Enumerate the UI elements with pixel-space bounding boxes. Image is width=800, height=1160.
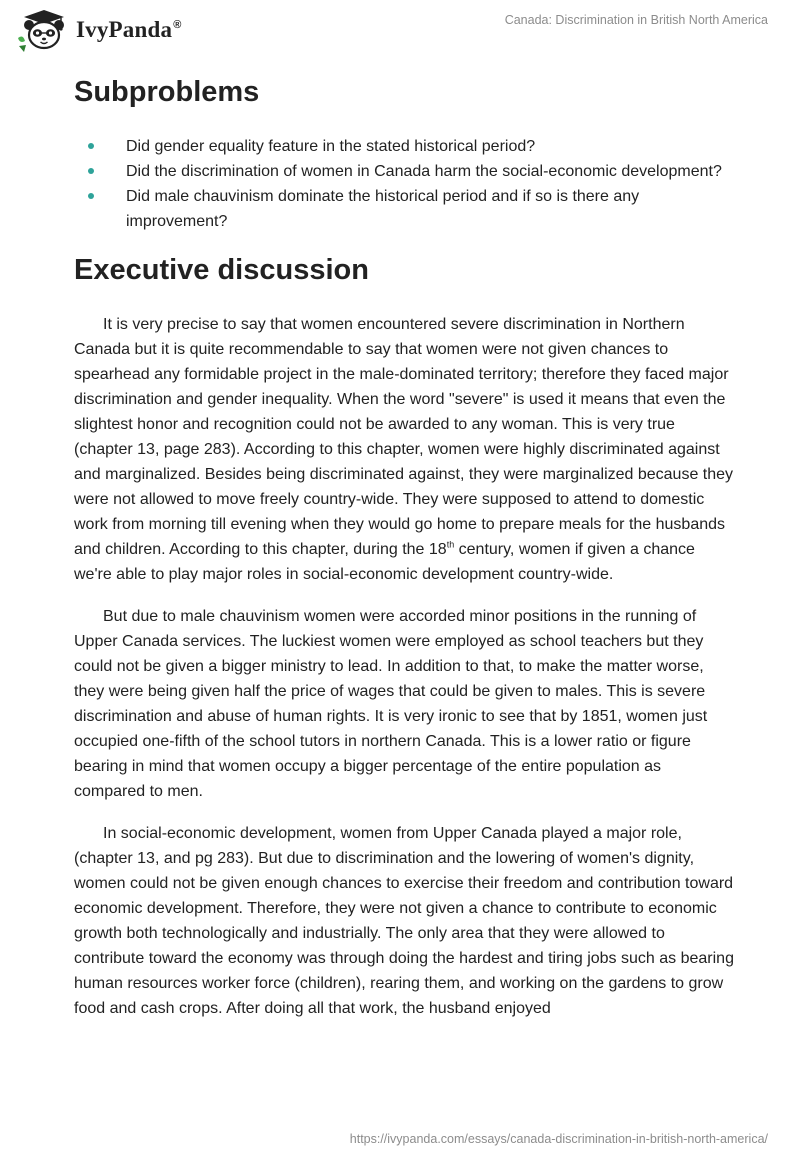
paragraph-1	[74, 312, 734, 587]
panda-graduate-icon	[14, 8, 72, 52]
paragraph-2: But due to male chauvinism women were accorded minor positions in the running of Upper Canada services. The luckiest women were employed as school teachers but they could not be given a bigger ministry to lead. In addition to that, to make the matter worse, they were being given half the price of wages that could be given to males. This is severe discrimination and abuse of human rights. It is very ironic to see that by 1851, women just occupied one-fifth of the school tutors in northern Canada. This is a lower ratio or figure bearing in mind that women occupy a bigger percentage of the entire population as compared to men.	[74, 608, 708, 800]
list-item-text: Did gender equality feature in the stated historical period?	[126, 138, 536, 155]
logo-text: IvyPanda	[76, 17, 173, 42]
body-text	[74, 312, 734, 1021]
subproblems-heading: Subproblems	[74, 76, 260, 108]
bullet-icon	[88, 193, 94, 199]
list-item-text: Did male chauvinism dominate the historical period and if so is there any improvement?	[126, 188, 640, 230]
subproblems-list	[74, 134, 734, 234]
list-item	[74, 134, 734, 159]
list-item	[74, 159, 734, 184]
bullet-icon	[88, 168, 94, 174]
page-header	[0, 0, 800, 60]
essay-content	[74, 70, 734, 1038]
list-item	[74, 184, 734, 234]
logo-wordmark	[76, 17, 182, 43]
paragraph-3: In social-economic development, women from Upper Canada played a major role, (chapter 13, and pg 283). But due to discrimination and the lowering of women's dignity, women could not be given enough chances to exercise their freedom and contribution toward economic development. Therefore, they were not given a chance to contribute to economic growth both technologically and industrially. The only area that they were allowed to contribute toward the economy was through doing the hardest and tiring jobs such as bearing human resources worker force (children), rearing them, and working on the gardens to grow food and cash crops. After doing all that work, the husband enjoyed	[74, 825, 734, 1017]
paragraph-1-text-cont: century, women if given a chance we're able to play major roles in social-economic development country-wide.	[74, 541, 695, 583]
bullet-icon	[88, 143, 94, 149]
paragraph-1-text: It is very precise to say that women encountered severe discrimination in Northern Canada but it is quite recommendable to say that women were not given chances to spearhead any formidable project in the male-dominated territory; therefore they faced major discrimination and gender inequality. When the word "severe" is used it means that even the slightest honor and recognition could not be awarded to any woman. This is very true (chapter 13, page 283). According to this chapter, women were highly discriminated against and marginalized. Besides being discriminated against, they were marginalized because they were not allowed to move freely country-wide. They were supposed to attend to domestic work from morning till evening when they would go home to prepare meals for the husbands and children. According to this chapter, during the 18	[74, 316, 734, 558]
executive-discussion-heading: Executive discussion	[74, 254, 369, 286]
document-title: Canada: Discrimination in British North America	[504, 13, 768, 27]
registered-mark: ®	[173, 19, 182, 32]
ivypanda-logo[interactable]	[14, 8, 182, 52]
list-item-text: Did the discrimination of women in Canada harm the social-economic development?	[126, 163, 722, 180]
superscript-th: th	[446, 539, 455, 550]
source-url[interactable]: https://ivypanda.com/essays/canada-discrimination-in-british-north-america/	[349, 1132, 768, 1146]
